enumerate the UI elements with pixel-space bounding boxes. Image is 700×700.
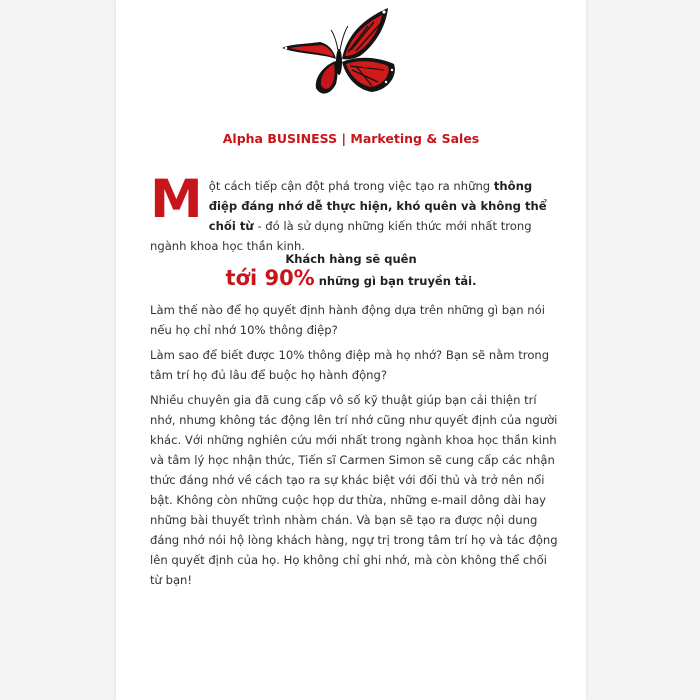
quote-line-1: Khách hàng sẽ quên [285, 252, 417, 266]
paragraph-3: Nhiều chuyên gia đã cung cấp vô số kỹ thuật giúp bạn cải thiện trí nhớ, nhưng không tác động lên trí nhớ cũng như quyết định của người khác. Với những nghiên cứu mới nhất trong ngành khoa học thần kinh và tâm lý học nhận thức, Tiến sĩ Carmen Simon sẽ cung cấp các nhận thức đáng nhớ về cách tạo ra sự khác biệt với đối thủ và trở nên nổi bật. Không còn những cuộc họp dư thừa, những e-mail dông dài hay những bài thuyết trình nhàm chán. Và bạn sẽ tạo ra được nội dung đáng nhớ nói hộ lòng khách hàng, ngự trị trong tâm trí họ và tác động lên quyết định của họ. Họ không chỉ ghi nhớ, mà còn không thể chối từ bạn! [150, 393, 558, 587]
drop-cap: M [150, 169, 203, 230]
quote-highlight: tới 90% [225, 266, 315, 290]
butterfly-illustration [276, 4, 404, 102]
intro-text-start: ột cách tiếp cận đột phá trong việc tạo ra những [208, 179, 494, 193]
book-back-cover [116, 0, 586, 700]
paragraph-1: Làm thế nào để họ quyết định hành động dựa trên những gì bạn nói nếu họ chỉ nhớ 10% thông điệp? [150, 303, 545, 337]
intro-bold-text: thông điệp đáng nhớ dễ thực hiện, khó quên và không thể chối từ [208, 179, 547, 233]
intro-text-end: - đó là sử dụng những kiến thức mới nhất trong ngành khoa học thần kinh. [150, 219, 532, 253]
quote-line-2 [116, 266, 586, 290]
paragraph-2: Làm sao để biết được 10% thông điệp mà họ nhớ? Bạn sẽ nằm trong tâm trí họ đủ lâu để buộc họ hành động? [150, 348, 550, 382]
series-label: Alpha BUSINESS | Marketing & Sales [222, 131, 480, 146]
quote-rest: những gì bạn truyền tải. [314, 274, 477, 288]
intro-paragraph [150, 169, 555, 256]
